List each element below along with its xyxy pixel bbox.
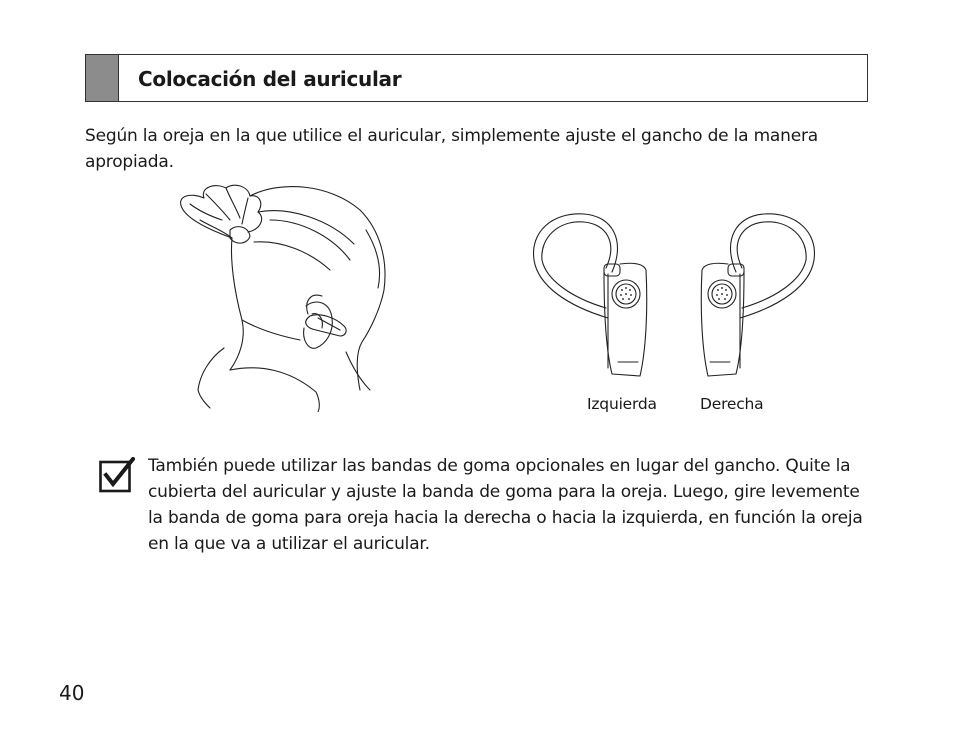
headset-left-ear-illustration [528,210,658,382]
section-header [85,54,868,102]
section-title: Colocación del auricular [138,67,402,91]
section-header-tab [86,55,119,101]
intro-paragraph: Según la oreja en la que utilice el auricular, simplemente ajuste el gancho de la manera apropiada. [85,126,818,172]
checkbox-check-icon [99,457,135,495]
headset-right-ear-illustration [700,210,830,382]
right-ear-label: Derecha [700,395,764,413]
left-ear-label: Izquierda [587,395,657,413]
note-text: También puede utilizar las bandas de goma opcionales en lugar del gancho. Quite la cubierta del auricular y ajuste la banda de goma para la oreja. Luego, gire levemente la banda de goma para oreja hacia la derecha o hacia la izquierda, en función la oreja en la que va a utilizar el auricular. [148,456,863,554]
page-number: 40 [59,681,85,705]
head-wearing-headset-illustration [170,180,400,412]
